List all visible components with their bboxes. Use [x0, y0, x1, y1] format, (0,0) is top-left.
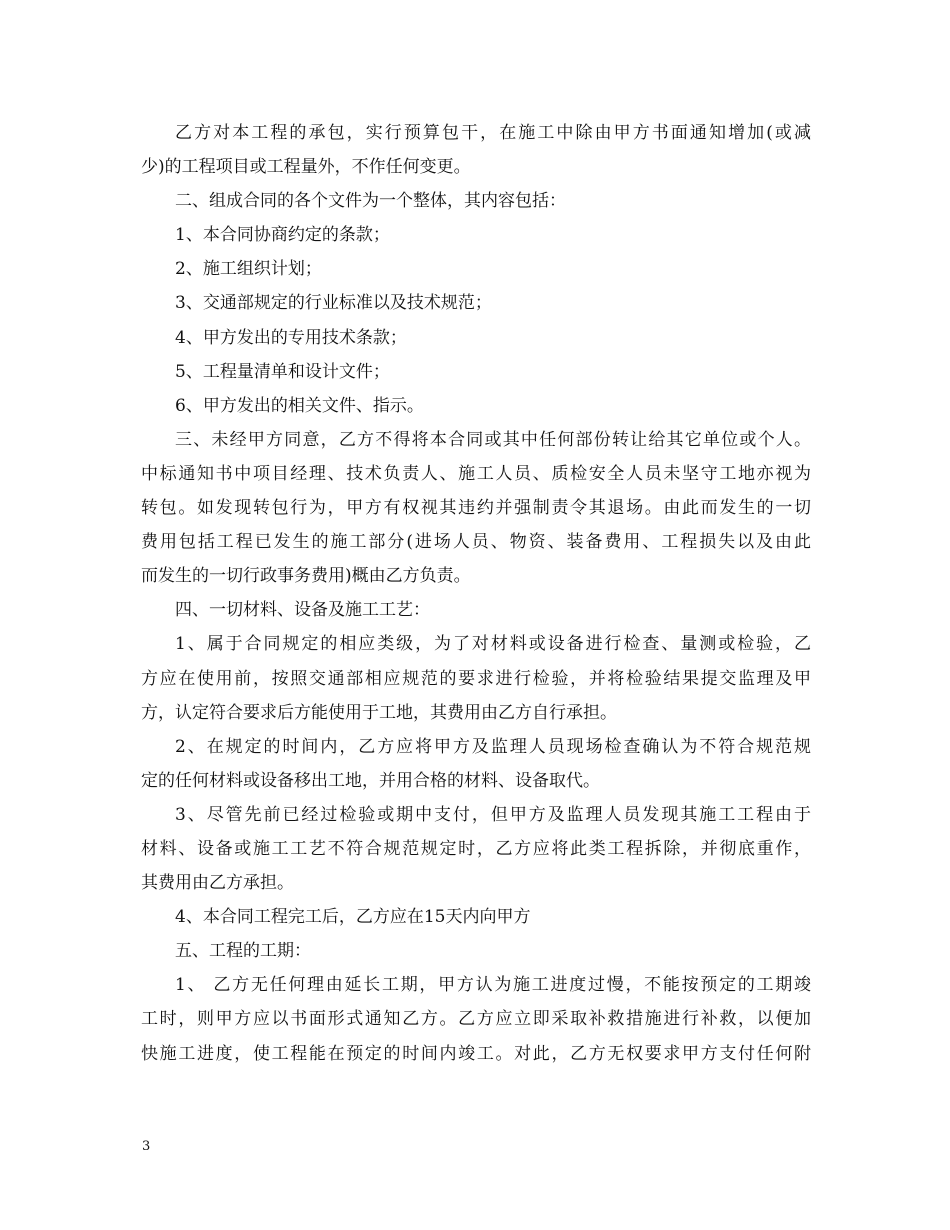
text-line: 方，认定符合要求后方能使用于工地，其费用由乙方自行承担。 — [141, 702, 617, 723]
text-line: 中标通知书中项目经理、技术负责人、施工人员、质检安全人员未坚守工地亦视为 — [141, 463, 811, 484]
page-number: 3 — [142, 1139, 151, 1154]
text-line: 5、工程量清单和设计文件； — [175, 361, 390, 382]
text-line: 4、本合同工程完工后，乙方应在15天内向甲方 — [175, 907, 531, 928]
text-line: 1、本合同协商约定的条款； — [175, 225, 390, 246]
text-line: 而发生的一切行政事务费用)概由乙方负责。 — [141, 566, 471, 587]
text-line: 2、施工组织计划； — [175, 259, 322, 280]
text-line: 费用包括工程已发生的施工部分(进场人员、物资、装备费用、工程损失以及由此 — [141, 532, 811, 553]
contract-body-text — [141, 116, 811, 1071]
text-line: 1、 乙方无任何理由延长工期，甲方认为施工进度过慢，不能按预定的工期竣 — [175, 975, 811, 996]
text-line: 3、交通部规定的行业标准以及技术规范； — [175, 293, 492, 314]
text-line: 三、未经甲方同意，乙方不得将本合同或其中任何部份转让给其它单位或个人。 — [175, 429, 811, 450]
text-line: 定的任何材料或设备移出工地，并用合格的材料、设备取代。 — [141, 770, 600, 791]
text-line: 材料、设备或施工工艺不符合规范规定时，乙方应将此类工程拆除，并彻底重作， — [141, 838, 811, 859]
text-line: 方应在使用前，按照交通部相应规范的要求进行检验，并将检验结果提交监理及甲 — [141, 668, 811, 689]
text-line: 乙方对本工程的承包，实行预算包干，在施工中除由甲方书面通知增加(或减 — [175, 123, 811, 143]
text-line: 少)的工程项目或工程量外，不作任何变更。 — [141, 157, 471, 178]
text-line: 3、尽管先前已经过检验或期中支付，但甲方及监理人员发现其施工工程由于 — [175, 804, 811, 825]
text-line: 4、甲方发出的专用技术条款； — [175, 327, 407, 348]
text-line: 快施工进度，使工程能在预定的时间内竣工。对此，乙方无权要求甲方支付任何附 — [141, 1043, 811, 1064]
text-line: 2、在规定的时间内，乙方应将甲方及监理人员现场检查确认为不符合规范规 — [175, 736, 811, 757]
text-line: 6、甲方发出的相关文件、指示。 — [175, 395, 424, 416]
text-line: 四、一切材料、设备及施工工艺： — [175, 600, 430, 621]
text-line: 1、属于合同规定的相应类级，为了对材料或设备进行检查、量测或检验，乙 — [175, 634, 811, 655]
text-line: 转包。如发现转包行为，甲方有权视其违约并强制责令其退场。由此而发生的一切 — [141, 498, 811, 519]
text-line: 其费用由乙方承担。 — [141, 873, 294, 894]
text-line: 五、工程的工期： — [175, 941, 311, 962]
text-line: 二、组成合同的各个文件为一个整体，其内容包括： — [175, 191, 566, 212]
text-line: 工时，则甲方应以书面形式通知乙方。乙方应立即采取补救措施进行补救，以便加 — [141, 1009, 811, 1030]
